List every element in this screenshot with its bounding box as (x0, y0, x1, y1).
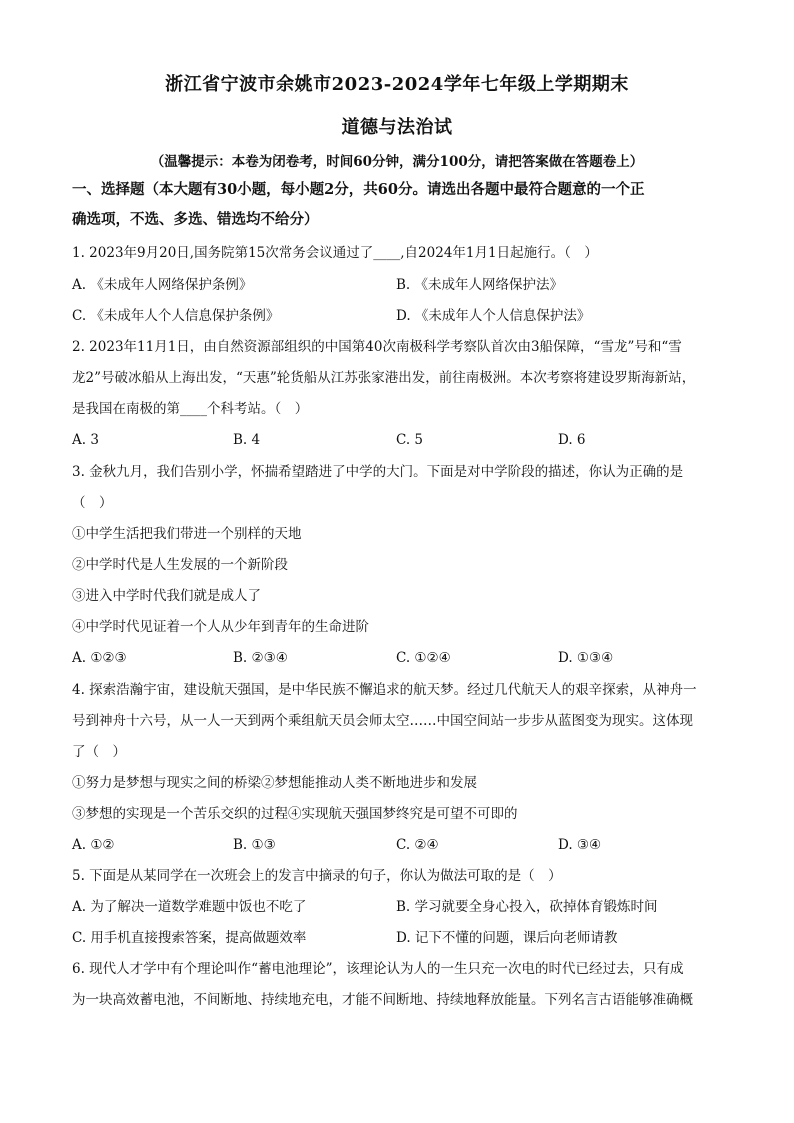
question-4-line-1: 4. 探索浩瀚宇宙，建设航天强国，是中华民族不懈追求的航天梦。经过几代航天人的艰辛探索，从神舟一 (72, 682, 697, 698)
q5-option-a: A. 为了解决一道数学难题中饭也不吃了 (72, 899, 307, 915)
q1-option-b: B. 《未成年人网络保护法》 (396, 277, 564, 293)
exam-title: 浙江省宁波市余姚市2023-2024学年七年级上学期期末 (165, 74, 629, 95)
question-3-line-2: （ ） (72, 495, 113, 511)
q3-option-d: D. ①③④ (558, 650, 614, 666)
q3-statement-2: ②中学时代是人生发展的一个新阶段 (72, 557, 288, 573)
q3-statement-3: ③进入中学时代我们就是成人了 (72, 588, 261, 604)
q1-option-c: C. 《未成年人个人信息保护条例》 (72, 308, 280, 324)
question-6-line-1: 6. 现代人才学中有个理论叫作“蓄电池理论”，该理论认为人的一生只充一次电的时代已经过去，只有成 (72, 961, 684, 977)
q2-option-c: C. 5 (396, 432, 424, 448)
section-heading: 一、选择题（本大题有30小题，每小题2分，共60分。请选出各题中最符合题意的一个正 (72, 181, 645, 198)
q3-option-c: C. ①②④ (396, 650, 451, 666)
question-1-stem: 1. 2023年9月20日,国务院第15次常务会议通过了____,自2024年1月1日起施行。（ ） (72, 245, 598, 261)
question-4-line-3: 了（ ） (72, 744, 126, 760)
question-2-line-1: 2. 2023年11月1日，由自然资源部组织的中国第40次南极科学考察队首次由3船保障，“雪龙”号和“雪 (72, 339, 682, 355)
q3-option-b: B. ②③④ (233, 650, 288, 666)
q1-option-a: A. 《未成年人网络保护条例》 (72, 277, 253, 293)
q3-statement-1: ①中学生活把我们带进一个别样的天地 (72, 526, 302, 542)
exam-subtitle: 道德与法治试 (341, 117, 453, 138)
q3-option-a: A. ①②③ (72, 650, 127, 666)
q5-option-d: D. 记下不懂的问题，课后向老师请教 (396, 930, 618, 946)
section-heading-cont: 确选项，不选、多选、错选均不给分） (72, 211, 319, 228)
q1-option-d: D. 《未成年人个人信息保护法》 (396, 308, 591, 324)
question-5-stem: 5. 下面是从某同学在一次班会上的发言中摘录的句子，你认为做法可取的是（ ） (72, 868, 562, 884)
question-2-line-2: 龙2”号破冰船从上海出发，“天惠”轮货船从江苏张家港出发，前往南极洲。本次考察将建设罗斯海新站， (72, 370, 696, 386)
q4-statements-3-4: ③梦想的实现是一个苦乐交织的过程④实现航天强国梦终究是可望不可即的 (72, 806, 518, 822)
q4-option-a: A. ①② (72, 837, 115, 853)
question-3-line-1: 3. 金秋九月，我们告别小学，怀揣希望踏进了中学的大门。下面是对中学阶段的描述，你认为正确的是 (72, 464, 684, 480)
q4-option-c: C. ②④ (396, 837, 439, 853)
question-4-line-2: 号到神舟十六号，从一人一天到两个乘组航天员会师太空……中国空间站一步步从蓝图变为现实。这体现 (72, 713, 693, 729)
q4-statements-1-2: ①努力是梦想与现实之间的桥梁②梦想能推动人类不断地进步和发展 (72, 775, 477, 791)
exam-notice: （温馨提示：本卷为闭卷考，时间60分钟，满分100分，请把答案做在答题卷上） (150, 154, 644, 170)
q2-option-a: A. 3 (72, 432, 99, 448)
q3-statement-4: ④中学时代见证着一个人从少年到青年的生命进阶 (72, 619, 369, 635)
q4-option-d: D. ③④ (558, 837, 602, 853)
q5-option-c: C. 用手机直接搜索答案，提高做题效率 (72, 930, 307, 946)
q4-option-b: B. ①③ (233, 837, 276, 853)
q2-option-b: B. 4 (233, 432, 261, 448)
q5-option-b: B. 学习就要全身心投入，砍掉体育锻炼时间 (396, 899, 658, 915)
question-2-line-3: 是我国在南极的第____个科考站。（ ） (72, 401, 309, 417)
question-6-line-2: 为一块高效蓄电池，不间断地、持续地充电，才能不间断地、持续地释放能量。下列名言古语能够准确概 (72, 992, 693, 1008)
q2-option-d: D. 6 (558, 432, 586, 448)
